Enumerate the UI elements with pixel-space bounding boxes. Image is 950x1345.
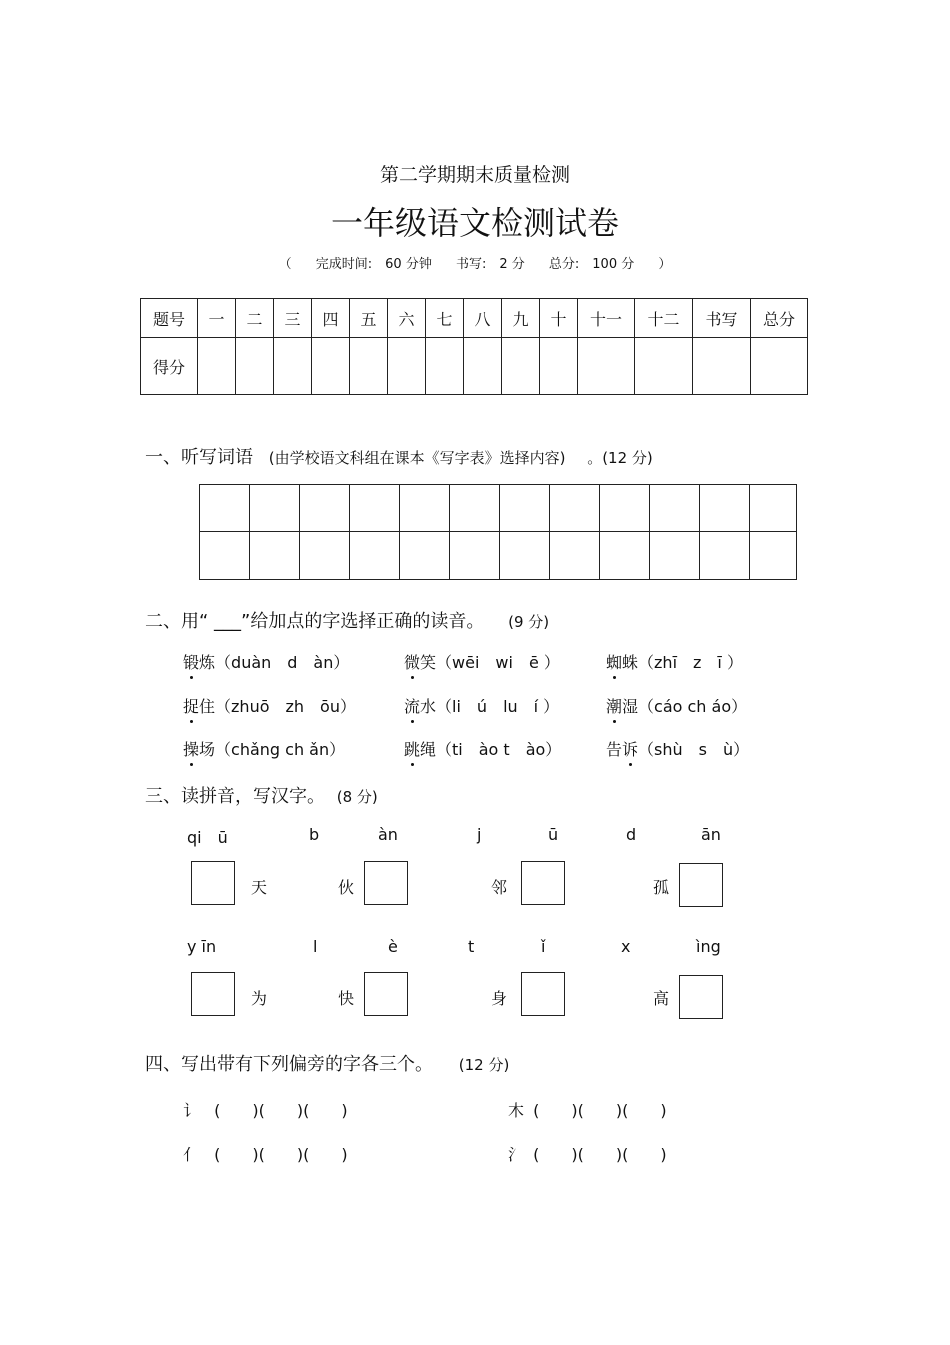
- section-3-title: 三、读拼音，写汉字。: [145, 786, 325, 807]
- radical-char: 氵: [508, 1145, 525, 1164]
- given-char: 高: [653, 989, 670, 1008]
- pinyin-text: ān: [701, 825, 721, 844]
- score-header-cell: 十一: [578, 299, 635, 338]
- reading-item: [183, 650, 349, 673]
- score-header-cell: 七: [426, 299, 464, 338]
- grid-col-divider: [749, 485, 750, 579]
- pinyin-text: d: [626, 825, 637, 844]
- radical-row: [508, 1142, 667, 1165]
- radical-blanks[interactable]: ( )( )( ): [533, 1101, 667, 1120]
- given-char: 伙: [338, 878, 355, 897]
- word-rest: 蛛: [622, 653, 639, 672]
- radical-row: [183, 1142, 348, 1165]
- section-3-points: (8 分): [336, 788, 378, 806]
- given-char: 邻: [491, 878, 508, 897]
- pinyin-text: x: [621, 937, 631, 956]
- pinyin-choices[interactable]: （chǎng ch ǎn）: [215, 740, 346, 759]
- answer-box[interactable]: [679, 863, 723, 907]
- reading-item: [183, 737, 345, 760]
- grid-col-divider: [549, 485, 550, 579]
- pinyin-text: ǐ: [541, 937, 546, 956]
- score-cell[interactable]: [464, 338, 502, 395]
- pinyin-choices[interactable]: （ti ào t ào）: [436, 740, 562, 759]
- dictation-grid[interactable]: [199, 484, 797, 580]
- answer-box[interactable]: [521, 861, 565, 905]
- section-2-heading: [145, 607, 549, 633]
- word-rest: 场: [199, 740, 216, 759]
- score-cell[interactable]: [426, 338, 464, 395]
- reading-item: [606, 694, 747, 717]
- score-cell[interactable]: [198, 338, 236, 395]
- exam-info: [0, 253, 950, 272]
- pinyin-text: qi ū: [187, 828, 228, 847]
- grid-col-divider: [349, 485, 350, 579]
- grid-col-divider: [649, 485, 650, 579]
- dotted-char: 潮: [606, 697, 623, 716]
- score-header-cell: 五: [350, 299, 388, 338]
- section-1-heading: [145, 443, 653, 469]
- score-cell[interactable]: [350, 338, 388, 395]
- radical-row: [508, 1098, 667, 1121]
- score-header-cell: 二: [236, 299, 274, 338]
- pinyin-text: ìng: [696, 937, 721, 956]
- score-cell[interactable]: [236, 338, 274, 395]
- pinyin-text: t: [468, 937, 475, 956]
- dotted-char: 捉: [183, 697, 200, 716]
- section-2-title: 二、用“ ___”给加点的字选择正确的读音。: [145, 611, 485, 632]
- grid-col-divider: [699, 485, 700, 579]
- section-1-title: 一、听写词语: [145, 447, 253, 468]
- score-cell[interactable]: [540, 338, 578, 395]
- word-rest: 炼: [199, 653, 216, 672]
- word-rest: 湿: [622, 697, 639, 716]
- radical-char: 亻: [183, 1145, 200, 1164]
- answer-box[interactable]: [679, 975, 723, 1019]
- word-prefix: 告: [606, 740, 623, 759]
- pinyin-text: è: [388, 937, 398, 956]
- score-header-cell: 十二: [635, 299, 693, 338]
- answer-box[interactable]: [191, 861, 235, 905]
- info-open: （: [278, 257, 292, 272]
- word-rest: 笑: [420, 653, 437, 672]
- grid-col-divider: [399, 485, 400, 579]
- info-writing: 书写: 2 分: [455, 257, 525, 272]
- given-char: 身: [491, 989, 508, 1008]
- section-1-points: 。(12 分): [587, 449, 653, 467]
- radical-char: 木: [508, 1101, 525, 1120]
- score-header-cell: 题号: [141, 299, 198, 338]
- given-char: 天: [251, 878, 268, 897]
- answer-box[interactable]: [191, 972, 235, 1016]
- reading-item: [404, 650, 560, 673]
- score-table: [140, 298, 808, 395]
- score-header-cell: 六: [388, 299, 426, 338]
- pinyin-choices[interactable]: （duàn d àn）: [215, 653, 350, 672]
- word-rest: 水: [420, 697, 437, 716]
- score-header-cell: 十: [540, 299, 578, 338]
- score-cell[interactable]: [502, 338, 540, 395]
- radical-blanks[interactable]: ( )( )( ): [214, 1101, 348, 1120]
- pinyin-choices[interactable]: （zhī z ī ）: [638, 653, 743, 672]
- dotted-char: 操: [183, 740, 200, 759]
- dotted-char: 锻: [183, 653, 200, 672]
- info-total: 总分: 100 分: [548, 257, 635, 272]
- score-header-cell: 八: [464, 299, 502, 338]
- section-4-title: 四、写出带有下列偏旁的字各三个。: [145, 1054, 433, 1075]
- score-cell[interactable]: [578, 338, 635, 395]
- score-cell[interactable]: [751, 338, 808, 395]
- pinyin-text: ū: [548, 825, 559, 844]
- grid-row-divider: [200, 531, 796, 532]
- score-header-cell: 四: [312, 299, 350, 338]
- score-row-label: 得分: [141, 338, 198, 395]
- dotted-char: 微: [404, 653, 421, 672]
- score-cell[interactable]: [274, 338, 312, 395]
- pinyin-text: l: [313, 937, 318, 956]
- word-rest: 绳: [420, 740, 437, 759]
- answer-box[interactable]: [521, 972, 565, 1016]
- radical-blanks[interactable]: ( )( )( ): [533, 1145, 667, 1164]
- score-header-cell: 总分: [751, 299, 808, 338]
- score-cell[interactable]: [635, 338, 693, 395]
- given-char: 快: [338, 989, 355, 1008]
- exam-title: 一年级语文检测试卷: [330, 204, 619, 242]
- radical-char: 讠: [183, 1101, 200, 1120]
- grid-col-divider: [449, 485, 450, 579]
- dotted-char: 流: [404, 697, 421, 716]
- word-rest: 住: [199, 697, 216, 716]
- pinyin-choices[interactable]: （shù s ù）: [638, 740, 750, 759]
- radical-blanks[interactable]: ( )( )( ): [214, 1145, 348, 1164]
- section-3-heading: [145, 782, 378, 808]
- reading-item: [404, 737, 561, 760]
- answer-box[interactable]: [364, 861, 408, 905]
- score-header-cell: 九: [502, 299, 540, 338]
- given-char: 为: [251, 989, 268, 1008]
- reading-item: [606, 737, 749, 760]
- section-1-note: (由学校语文科组在课本《写字表》选择内容): [268, 449, 566, 467]
- score-header-cell: 一: [198, 299, 236, 338]
- grid-col-divider: [249, 485, 250, 579]
- info-time: 完成时间: 60 分钟: [315, 257, 432, 272]
- pinyin-choices[interactable]: （li ú lu í ）: [436, 697, 560, 716]
- radical-row: [183, 1098, 348, 1121]
- dotted-char: 蜘: [606, 653, 623, 672]
- pinyin-text: àn: [378, 825, 398, 844]
- score-header-cell: 书写: [693, 299, 751, 338]
- score-cell[interactable]: [693, 338, 751, 395]
- answer-box[interactable]: [364, 972, 408, 1016]
- pinyin-choices[interactable]: （wēi wi ē ）: [436, 653, 560, 672]
- section-4-points: (12 分): [458, 1056, 510, 1074]
- info-close: ）: [658, 257, 672, 272]
- pinyin-text: j: [477, 825, 482, 844]
- pinyin-choices[interactable]: （cáo ch áo）: [638, 697, 748, 716]
- pinyin-text: y īn: [187, 937, 217, 956]
- reading-item: [606, 650, 743, 673]
- score-header-cell: 三: [274, 299, 312, 338]
- grid-col-divider: [499, 485, 500, 579]
- dotted-char: 诉: [622, 740, 639, 759]
- grid-col-divider: [599, 485, 600, 579]
- score-cell[interactable]: [312, 338, 350, 395]
- dotted-char: 跳: [404, 740, 421, 759]
- exam-subtitle: 第二学期期末质量检测: [379, 164, 570, 186]
- reading-item: [404, 694, 559, 717]
- grid-col-divider: [299, 485, 300, 579]
- pinyin-choices[interactable]: （zhuō zh ōu）: [215, 697, 356, 716]
- pinyin-text: b: [309, 825, 320, 844]
- section-2-points: (9 分): [508, 613, 550, 631]
- reading-item: [183, 694, 356, 717]
- section-4-heading: [145, 1050, 509, 1076]
- score-cell[interactable]: [388, 338, 426, 395]
- given-char: 孤: [653, 878, 670, 897]
